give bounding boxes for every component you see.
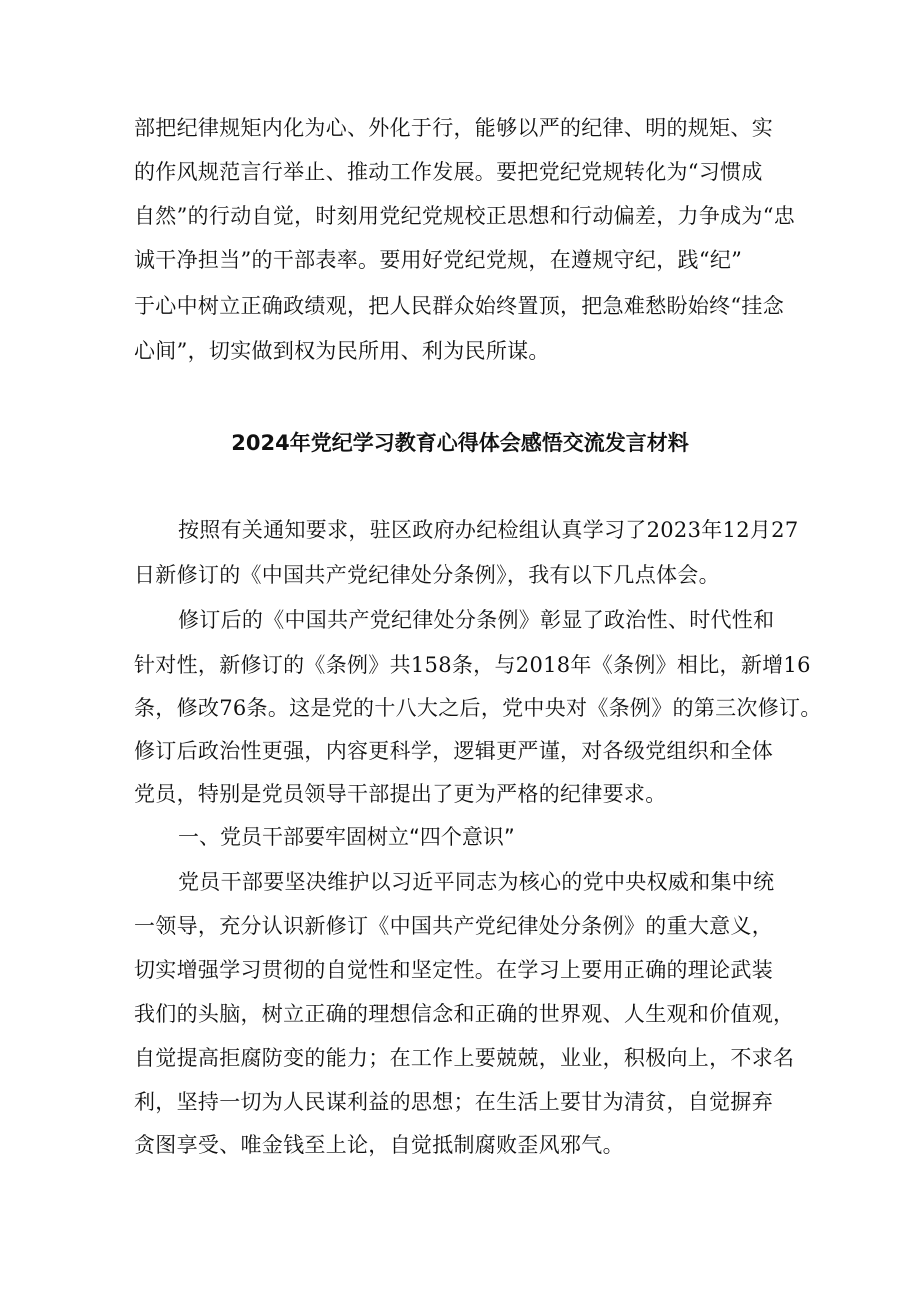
intro-line-3: 自然”的行动自觉，时刻用党纪党规校正思想和行动偏差，力争成为“忠	[134, 204, 796, 228]
section-1-heading: 一、党员干部要牢固树立“四个意识”	[178, 825, 515, 849]
para3-line-5: 自觉提高拒腐防变的能力；在工作上要兢兢，业业，积极向上，不求名	[134, 1046, 795, 1070]
para3-line-3: 切实增强学习贯彻的自觉性和坚定性。在学习上要用正确的理论武装	[134, 958, 773, 982]
para2-line-2: 针对性，新修订的《条例》共158条，与2018年《条例》相比，新增16	[134, 653, 811, 677]
para2-line-4: 修订后政治性更强，内容更科学，逻辑更严谨，对各级党组织和全体	[134, 739, 773, 763]
para2-line-1: 修订后的《中国共产党纪律处分条例》彰显了政治性、时代性和	[178, 608, 775, 632]
para2-line-5: 党员，特别是党员领导干部提出了更为严格的纪律要求。	[134, 782, 667, 806]
article-title: 2024年党纪学习教育心得体会感悟交流发言材料	[231, 431, 689, 455]
para3-line-7: 贪图享受、唯金钱至上论，自觉抵制腐败歪风邪气。	[134, 1133, 624, 1157]
intro-line-4: 诚干净担当”的干部表率。要用好党纪党规，在遵规守纪，践“纪”	[134, 248, 743, 272]
para1-line-1: 按照有关通知要求，驻区政府办纪检组认真学习了2023年12月27	[178, 518, 799, 542]
para3-line-1: 党员干部要坚决维护以习近平同志为核心的党中央权威和集中统	[178, 870, 775, 894]
para3-line-6: 利，坚持一切为人民谋利益的思想；在生活上要甘为清贫，自觉摒弃	[134, 1090, 773, 1114]
intro-line-1: 部把纪律规矩内化为心、外化于行，能够以严的纪律、明的规矩、实	[134, 116, 773, 140]
para1-line-2: 日新修订的《中国共产党纪律处分条例》，我有以下几点体会。	[134, 563, 720, 587]
intro-line-2: 的作风规范言行举止、推动工作发展。要把党纪党规转化为“习惯成	[134, 160, 763, 184]
para2-line-3: 条，修改76条。这是党的十八大之后，党中央对《条例》的第三次修订。	[134, 696, 822, 720]
intro-line-5: 于心中树立正确政绩观，把人民群众始终置顶，把急难愁盼始终“挂念	[134, 294, 785, 318]
intro-line-6: 心间”，切实做到权为民所用、利为民所谋。	[134, 339, 550, 363]
para3-line-2: 一领导，充分认识新修订《中国共产党纪律处分条例》的重大意义，	[134, 914, 773, 938]
para3-line-4: 我们的头脑，树立正确的理想信念和正确的世界观、人生观和价值观，	[134, 1002, 795, 1026]
